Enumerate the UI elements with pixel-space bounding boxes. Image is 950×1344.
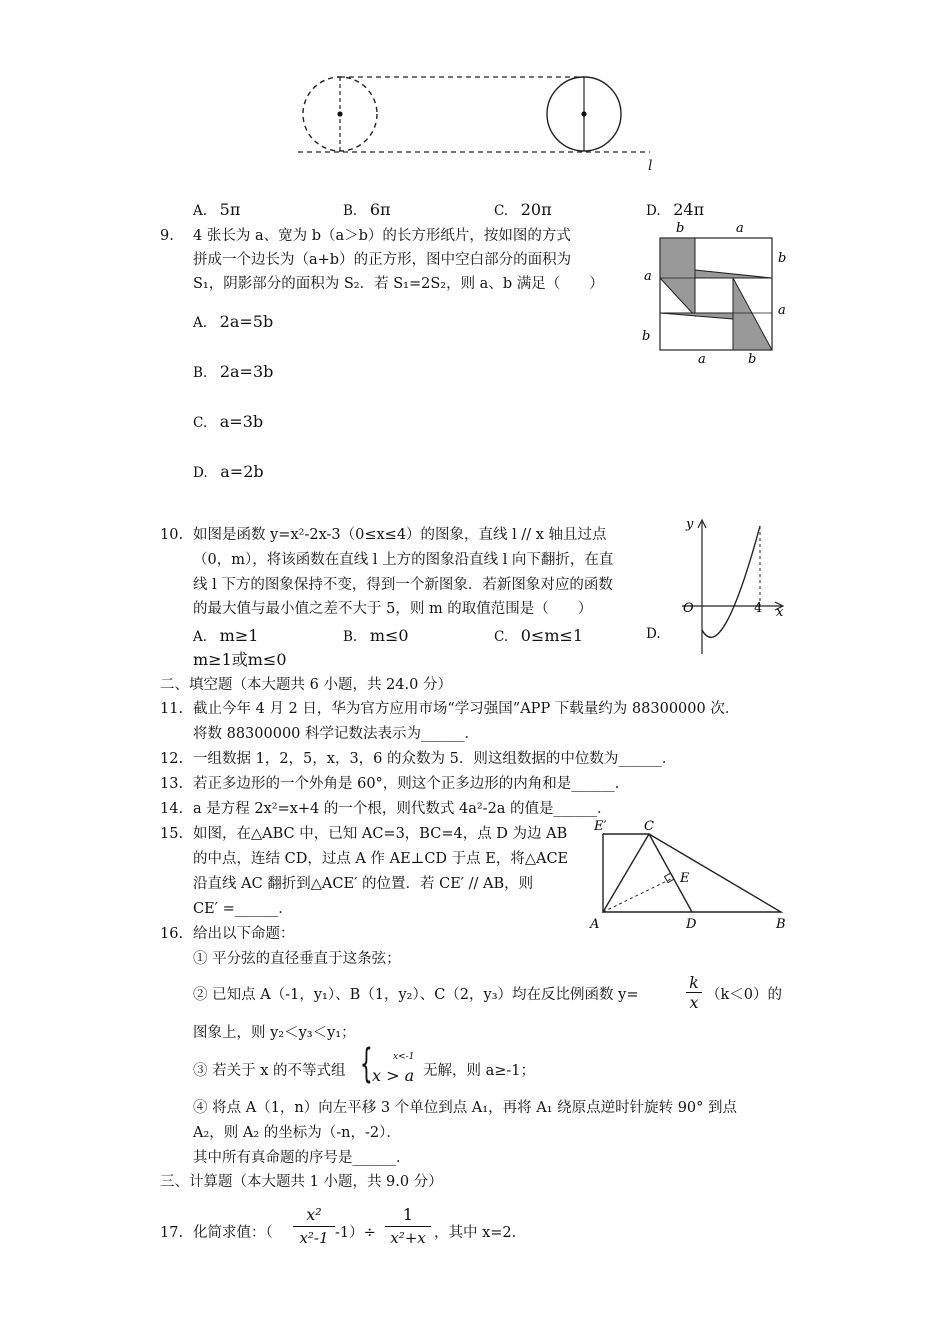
q13-text: 若正多边形的一个外角是 60°，则这个正多边形的内角和是______．	[193, 776, 630, 792]
q15-line1: 如图，在△ABC 中，已知 AC=3，BC=4，点 D 为边 AB	[193, 826, 568, 842]
q10-line2: （0，m），将该函数在直线 l 上方的图象沿直线 l 向下翻折，在直	[193, 552, 614, 568]
q12-text: 一组数据 1，2，5，x，3，6 的众数为 5．则这组数据的中位数为______．	[193, 751, 677, 767]
q9-fig-b-left: b	[642, 329, 651, 344]
q15-line4: CE′ =______．	[193, 901, 293, 917]
q10-fig-x: x	[776, 605, 784, 620]
option-label: B.	[343, 629, 358, 645]
q9-fig-b-bottom: b	[748, 352, 757, 367]
q10-fig-o: O	[683, 601, 694, 616]
q15-line3: 沿直线 AC 翻折到△ACE′ 的位置．若 CE′ // AB，则	[193, 876, 534, 892]
q9-option-b	[193, 362, 273, 382]
option-value: 20π	[520, 200, 552, 219]
q11-number: 11.	[160, 701, 184, 717]
option-value: m≥1	[219, 626, 259, 645]
q10-line3: 线 l 下方的图象保持不变，得到一个新图象．若新图象对应的函数	[193, 577, 613, 593]
option-value: 2a=5b	[219, 312, 274, 331]
q9-fig-a-top: a	[736, 221, 744, 236]
q9-fig-a-right: a	[778, 303, 786, 318]
q16-p3-sys-top: x<-1	[393, 1052, 415, 1062]
q17-lead: 化简求值：（	[193, 1225, 273, 1241]
q17-fraction-1	[293, 1204, 335, 1249]
q17-f1-den: x²-1	[299, 1229, 329, 1247]
q16-p2-frac-den: x	[689, 993, 699, 1012]
q9-option-d	[193, 462, 264, 482]
q16-p2b: （k＜0）的	[706, 987, 783, 1003]
q9-fig-b-top: b	[676, 221, 685, 236]
q14-text: a 是方程 2x²=x+4 的一个根，则代数式 4a²-2a 的值是______．	[193, 801, 612, 817]
q14-number: 14.	[160, 801, 184, 817]
q10-fig-4: 4	[754, 601, 763, 616]
q8-label-l: l	[648, 158, 653, 174]
q16-p4a: ④ 将点 A（1，n）向左平移 3 个单位到点 A₁，再将 A₁ 绕原点逆时针旋转 90° 到点	[193, 1100, 738, 1116]
q15-fig-B: B	[776, 917, 786, 932]
option-label: D.	[646, 203, 661, 219]
q9-line2: 拼成一个边长为（a+b）的正方形，图中空白部分的面积为	[193, 252, 572, 268]
q16-p3b: 无解，则 a≥-1；	[423, 1063, 536, 1079]
option-value: a=3b	[219, 412, 264, 431]
option-label: C.	[494, 629, 509, 645]
q10-option-c	[494, 626, 583, 646]
q8-option-b	[343, 200, 391, 220]
q15-number: 15.	[160, 826, 184, 842]
q17-f1-num: x²	[293, 1204, 335, 1227]
q11-line2: 将数 88300000 科学记数法表示为______．	[193, 726, 480, 742]
q9-fig-a-left: a	[644, 269, 652, 284]
q15-fig-E: E	[680, 871, 690, 886]
q10-option-d-value: m≥1或m≤0	[193, 650, 287, 669]
q9-figure	[638, 218, 794, 368]
q16-number: 16.	[160, 926, 184, 942]
option-value: m≤0	[369, 626, 409, 645]
q8-option-c	[494, 200, 552, 220]
q16-p3-brace: {	[360, 1041, 373, 1087]
option-label: C.	[494, 203, 509, 219]
q10-fig-y: y	[686, 517, 694, 532]
q16-p2c: 图象上，则 y₂＜y₃＜y₁；	[193, 1025, 356, 1041]
section2-heading: 二、填空题（本大题共 6 小题，共 24.0 分）	[160, 677, 452, 693]
option-label: A.	[193, 315, 208, 331]
q12-number: 12.	[160, 751, 184, 767]
q10-option-b	[343, 626, 409, 646]
option-value: 6π	[369, 200, 391, 219]
q9-option-a	[193, 312, 273, 332]
q17-mid: -1）÷	[335, 1225, 376, 1241]
q10-option-a	[193, 626, 258, 646]
option-value: 2a=3b	[219, 362, 274, 381]
option-label: D.	[646, 626, 661, 642]
q15-fig-A: A	[590, 917, 600, 932]
q8-figure	[290, 66, 670, 176]
q10-option-d	[646, 626, 661, 643]
option-label: D.	[193, 465, 208, 481]
q17-number: 17.	[160, 1225, 184, 1241]
section3-heading: 三、计算题（本大题共 1 小题，共 9.0 分）	[160, 1174, 443, 1190]
option-label: A.	[193, 203, 208, 219]
option-label: A.	[193, 629, 208, 645]
q16-p3-sys-bottom: x > a	[372, 1066, 415, 1085]
q9-fig-a-bottom: a	[698, 352, 706, 367]
q9-number: 9.	[160, 228, 174, 244]
q10-figure	[678, 514, 790, 662]
q9-fig-b-right: b	[778, 251, 787, 266]
q10-line1: 如图是函数 y=x²-2x-3（0≤x≤4）的图象，直线 l // x 轴且过点	[193, 527, 607, 543]
q16-p2-fraction	[686, 973, 702, 1012]
q16-p2a: ② 已知点 A（-1，y₁）、B（1，y₂）、C（2，y₃）均在反比例函数 y=	[193, 987, 639, 1003]
q16-intro: 给出以下命题：	[193, 926, 295, 942]
option-value: a=2b	[220, 462, 264, 481]
option-value: 0≤m≤1	[520, 626, 584, 645]
q9-line3: S₁，阴影部分的面积为 S₂．若 S₁=2S₂，则 a、b 满足（ ）	[193, 276, 604, 292]
q15-fig-D: D	[686, 917, 697, 932]
q17-tail: ，其中 x=2.	[434, 1225, 517, 1241]
q13-number: 13.	[160, 776, 184, 792]
q9-option-c	[193, 412, 263, 432]
q10-line4: 的最大值与最小值之差不大于 5，则 m 的取值范围是（ ）	[193, 601, 593, 617]
q8-option-a	[193, 200, 240, 220]
q16-p3a: ③ 若关于 x 的不等式组	[193, 1063, 346, 1079]
q11-line1: 截止今年 4 月 2 日，华为官方应用市场“学习强国”APP 下载量约为 88300000 次．	[193, 701, 740, 717]
q17-f2-num: 1	[385, 1204, 431, 1227]
option-value: 24π	[673, 200, 705, 219]
q16-end: 其中所有真命题的序号是______．	[193, 1150, 411, 1166]
q15-figure	[586, 814, 792, 936]
q15-fig-C: C	[644, 819, 654, 834]
q9-line1: 4 张长为 a、宽为 b（a＞b）的长方形纸片，按如图的方式	[193, 228, 571, 244]
q17-f2-den: x²+x	[390, 1229, 426, 1247]
option-label: B.	[193, 365, 208, 381]
q15-fig-E1: E′	[594, 819, 607, 834]
option-label: B.	[343, 203, 358, 219]
q16-p2-frac-num: k	[686, 973, 702, 993]
q16-p4b: A₂，则 A₂ 的坐标为（-n，-2）．	[193, 1125, 401, 1141]
q10-number: 10.	[160, 527, 184, 543]
option-label: C.	[193, 415, 208, 431]
q16-p1: ① 平分弦的直径垂直于这条弦；	[193, 951, 401, 967]
q15-line2: 的中点，连结 CD，过点 A 作 AE⊥CD 于点 E，将△ACE	[193, 851, 569, 867]
q17-fraction-2	[385, 1204, 431, 1249]
option-value: 5π	[219, 200, 241, 219]
